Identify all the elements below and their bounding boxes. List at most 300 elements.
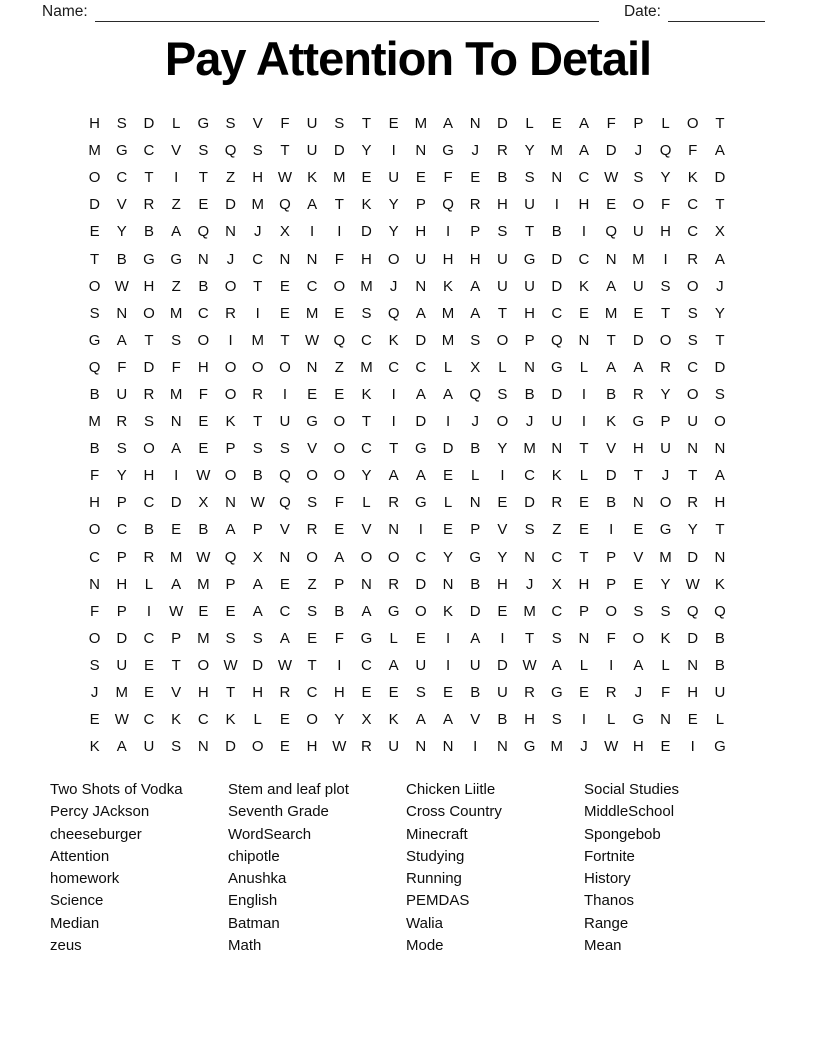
grid-letter: E <box>497 494 508 512</box>
grid-letter: G <box>659 521 672 539</box>
grid-letter: N <box>116 304 128 322</box>
grid-letter: I <box>690 738 695 756</box>
grid-letter: N <box>660 711 671 729</box>
grid-letter: K <box>225 711 236 729</box>
grid-letter: L <box>443 494 453 512</box>
grid-letter: D <box>252 656 264 674</box>
grid-letter: I <box>228 331 233 349</box>
grid-letter: S <box>252 629 263 647</box>
grid-letter: M <box>360 277 373 295</box>
grid-letter: N <box>632 494 644 512</box>
grid-letter: E <box>89 223 100 241</box>
grid-letter: C <box>551 602 563 620</box>
grid-letter: U <box>415 656 427 674</box>
grid-letter: D <box>687 629 699 647</box>
grid-letter: I <box>663 250 668 268</box>
grid-letter: E <box>551 115 562 133</box>
grid-letter: E <box>578 494 589 512</box>
grid-letter: O <box>224 277 237 295</box>
grid-letter: N <box>415 277 427 295</box>
grid-letter: C <box>551 304 563 322</box>
grid-letter: O <box>251 358 264 376</box>
grid-letter: N <box>197 738 209 756</box>
grid-letter: Y <box>116 223 127 241</box>
grid-letter: N <box>225 494 236 512</box>
grid-letter: C <box>415 358 427 376</box>
grid-letter: A <box>470 304 481 322</box>
grid-letter: S <box>687 304 698 322</box>
grid-letter: E <box>198 602 209 620</box>
grid-letter: A <box>415 467 426 485</box>
grid-letter: K <box>606 413 617 431</box>
grid-letter: C <box>306 277 318 295</box>
grid-letter: U <box>496 277 508 295</box>
grid-letter: C <box>279 602 291 620</box>
grid-letter: R <box>143 385 155 403</box>
grid-letter: S <box>687 331 698 349</box>
grid-letter: U <box>660 440 671 458</box>
grid-letter: H <box>496 196 508 214</box>
grid-letter: N <box>469 494 481 512</box>
grid-letter: V <box>307 440 318 458</box>
grid-letter: E <box>279 304 290 322</box>
grid-letter: R <box>496 142 508 160</box>
grid-letter: I <box>174 169 179 187</box>
grid-letter: L <box>579 358 589 376</box>
grid-letter: P <box>116 494 127 512</box>
grid-letter: M <box>414 115 428 133</box>
grid-letter: I <box>310 223 315 241</box>
grid-letter: D <box>170 494 182 512</box>
grid-letter: S <box>89 304 100 322</box>
grid-letter: G <box>360 629 373 647</box>
grid-letter: O <box>605 602 617 620</box>
grid-letter: H <box>714 494 726 512</box>
grid-letter: Q <box>279 196 291 214</box>
grid-letter: M <box>333 169 346 187</box>
grid-letter: L <box>661 115 670 133</box>
grid-letter: F <box>443 169 453 187</box>
grid-letter: J <box>634 684 643 702</box>
grid-letter: Z <box>552 521 562 539</box>
grid-letter: L <box>525 115 534 133</box>
grid-letter: Y <box>497 548 508 566</box>
grid-letter: F <box>334 629 344 647</box>
grid-letter: P <box>252 521 263 539</box>
grid-letter: G <box>306 413 318 431</box>
grid-letter: H <box>89 494 101 512</box>
grid-letter: I <box>391 385 396 403</box>
grid-letter: S <box>497 223 508 241</box>
grid-letter: I <box>391 142 396 160</box>
grid-letter: J <box>580 738 588 756</box>
grid-letter: A <box>361 602 372 620</box>
grid-letter: S <box>225 629 236 647</box>
grid-letter: S <box>225 115 236 133</box>
grid-letter: B <box>198 277 209 295</box>
grid-letter: B <box>606 494 617 512</box>
grid-letter: G <box>442 142 454 160</box>
grid-letter: H <box>496 575 508 593</box>
grid-letter: Q <box>333 331 346 349</box>
grid-letter: N <box>415 142 427 160</box>
grid-letter: A <box>171 223 182 241</box>
grid-letter: G <box>523 738 536 756</box>
grid-letter: B <box>714 656 725 674</box>
grid-letter: X <box>551 575 562 593</box>
date-label: Date: <box>623 3 661 20</box>
grid-letter: O <box>714 413 726 431</box>
grid-letter: O <box>496 331 509 349</box>
grid-letter: W <box>604 738 619 756</box>
grid-letter: M <box>360 358 373 376</box>
grid-letter: H <box>143 277 155 295</box>
grid-letter: A <box>714 142 725 160</box>
header <box>42 3 765 22</box>
grid-letter: W <box>196 548 211 566</box>
grid-letter: A <box>116 331 127 349</box>
grid-letter: T <box>525 629 535 647</box>
grid-letter: I <box>146 602 152 620</box>
grid-letter: X <box>361 711 372 729</box>
grid-letter: N <box>89 575 101 593</box>
grid-letter: J <box>389 277 398 295</box>
word-list-item: Walia <box>406 914 443 932</box>
grid-letter: A <box>578 142 589 160</box>
grid-letter: E <box>578 304 589 322</box>
grid-letter: O <box>88 169 101 187</box>
word-list-item: cheeseburger <box>50 825 142 843</box>
grid-letter: Q <box>469 385 482 403</box>
grid-letter: T <box>361 115 372 133</box>
grid-letter: O <box>88 521 101 539</box>
grid-letter: H <box>116 575 128 593</box>
grid-letter: Q <box>442 196 454 214</box>
grid-letter: E <box>415 169 426 187</box>
grid-letter: F <box>198 385 208 403</box>
grid-letter: I <box>581 711 587 729</box>
grid-letter: M <box>169 385 183 403</box>
grid-letter: V <box>361 521 372 539</box>
grid-letter: G <box>550 358 563 376</box>
grid-letter: L <box>579 656 589 674</box>
grid-letter: M <box>523 602 536 620</box>
grid-letter: U <box>496 250 508 268</box>
grid-letter: Z <box>307 575 317 593</box>
grid-letter: N <box>714 440 726 458</box>
grid-letter: Y <box>660 169 671 187</box>
grid-letter: J <box>253 223 262 241</box>
grid-letter: E <box>578 684 589 702</box>
grid-letter: J <box>525 413 534 431</box>
grid-letter: N <box>279 250 291 268</box>
grid-letter: J <box>634 142 643 160</box>
grid-letter: T <box>715 196 725 214</box>
grid-letter: F <box>90 467 100 485</box>
grid-letter: I <box>445 656 451 674</box>
grid-letter: K <box>443 277 454 295</box>
grid-letter: G <box>415 494 427 512</box>
grid-letter: E <box>388 115 399 133</box>
grid-letter: Y <box>388 223 399 241</box>
grid-letter: I <box>500 629 505 647</box>
grid-letter: E <box>279 575 290 593</box>
grid-letter: X <box>252 548 263 566</box>
grid-letter: D <box>605 142 617 160</box>
grid-letter: P <box>334 575 345 593</box>
grid-letter: W <box>250 494 265 512</box>
grid-letter: C <box>687 223 699 241</box>
grid-letter: R <box>469 196 481 214</box>
grid-letter: B <box>143 521 154 539</box>
grid-letter: H <box>143 467 155 485</box>
grid-letter: D <box>551 250 563 268</box>
word-list-item: Spongebob <box>584 825 661 843</box>
grid-letter: E <box>143 684 154 702</box>
grid-letter: T <box>198 169 208 187</box>
grid-letter: K <box>89 738 100 756</box>
grid-letter: N <box>306 358 318 376</box>
grid-letter: D <box>496 656 508 674</box>
grid-letter: U <box>388 169 400 187</box>
grid-letter: V <box>497 521 508 539</box>
grid-letter: S <box>551 711 562 729</box>
grid-letter: U <box>632 223 644 241</box>
grid-letter: T <box>579 440 589 458</box>
grid-letter: N <box>170 413 182 431</box>
grid-letter: Y <box>361 142 372 160</box>
grid-letter: D <box>632 331 644 349</box>
grid-letter: A <box>225 521 236 539</box>
grid-letter: A <box>578 115 589 133</box>
grid-letter: E <box>334 385 345 403</box>
grid-letter: Y <box>388 196 399 214</box>
grid-letter: O <box>632 196 645 214</box>
grid-letter: T <box>579 548 589 566</box>
grid-letter: T <box>144 169 154 187</box>
grid-letter: N <box>442 738 454 756</box>
word-list-item: Fortnite <box>584 847 635 865</box>
grid-letter: D <box>714 169 726 187</box>
grid-letter: M <box>251 196 264 214</box>
grid-letter: I <box>282 385 287 403</box>
grid-letter: N <box>388 521 400 539</box>
grid-letter: L <box>471 467 480 485</box>
grid-letter: G <box>143 250 155 268</box>
grid-letter: C <box>116 169 128 187</box>
grid-letter: F <box>606 629 616 647</box>
word-list-item: Anushka <box>228 870 287 888</box>
grid-letter: S <box>198 142 209 160</box>
grid-letter: R <box>225 304 236 322</box>
grid-letter: C <box>687 196 699 214</box>
word-list-column <box>228 779 406 957</box>
grid-letter: A <box>714 467 725 485</box>
grid-letter: A <box>388 656 399 674</box>
grid-letter: R <box>143 196 155 214</box>
grid-letter: Y <box>443 548 454 566</box>
grid-letter: I <box>391 413 396 431</box>
grid-letter: W <box>277 169 292 187</box>
grid-letter: T <box>90 250 100 268</box>
grid-letter: E <box>443 467 454 485</box>
grid-letter: R <box>388 575 400 593</box>
word-list-item: Attention <box>50 847 110 865</box>
grid-letter: O <box>224 467 237 485</box>
grid-letter: D <box>143 115 155 133</box>
grid-letter: H <box>469 250 481 268</box>
grid-letter: Y <box>361 467 372 485</box>
grid-letter: E <box>633 304 644 322</box>
grid-letter: A <box>171 575 182 593</box>
grid-letter: R <box>660 358 671 376</box>
grid-letter: X <box>279 223 290 241</box>
grid-letter: E <box>89 711 100 729</box>
grid-letter: A <box>443 385 454 403</box>
grid-letter: E <box>606 196 617 214</box>
grid-letter: A <box>633 358 644 376</box>
grid-letter: R <box>116 413 128 431</box>
grid-letter: A <box>633 656 644 674</box>
grid-letter: P <box>470 521 481 539</box>
grid-letter: M <box>197 575 210 593</box>
grid-letter: R <box>252 385 264 403</box>
grid-letter: H <box>252 684 264 702</box>
word-list-item: Two Shots of Vodka <box>50 781 183 798</box>
grid-letter: A <box>606 358 617 376</box>
grid-letter: L <box>661 656 670 674</box>
grid-letter: D <box>551 385 563 403</box>
grid-letter: P <box>660 413 671 431</box>
grid-letter: Z <box>171 277 181 295</box>
grid-letter: R <box>551 494 563 512</box>
grid-letter: V <box>279 521 290 539</box>
grid-letter: J <box>661 467 670 485</box>
grid-letter: O <box>88 277 101 295</box>
grid-letter: I <box>445 413 451 431</box>
grid-letter: W <box>685 575 700 593</box>
grid-letter: T <box>253 413 263 431</box>
grid-letter: C <box>361 331 372 349</box>
grid-letter: A <box>252 602 263 620</box>
grid-letter: L <box>171 115 181 133</box>
grid-letter: A <box>470 277 481 295</box>
grid-letter: G <box>170 250 182 268</box>
grid-letter: C <box>143 494 155 512</box>
grid-letter: H <box>415 223 427 241</box>
grid-letter: V <box>116 196 127 214</box>
grid-letter: I <box>554 196 559 214</box>
grid-letter: W <box>305 331 320 349</box>
grid-letter: E <box>361 684 372 702</box>
grid-letter: U <box>306 142 318 160</box>
grid-letter: N <box>442 575 454 593</box>
grid-letter: S <box>116 115 127 133</box>
word-list-item: Running <box>406 870 462 888</box>
grid-letter: A <box>415 385 426 403</box>
name-label: Name: <box>42 3 88 20</box>
word-list-column <box>584 779 762 957</box>
grid-letter: I <box>609 656 614 674</box>
grid-letter: M <box>550 142 564 160</box>
grid-letter: H <box>89 115 101 133</box>
grid-letter: M <box>115 684 129 702</box>
grid-letter: P <box>225 575 236 593</box>
grid-letter: M <box>251 331 264 349</box>
grid-letter: N <box>524 358 536 376</box>
grid-letter: Y <box>497 440 508 458</box>
word-list-item: chipotle <box>228 847 280 865</box>
grid-letter: S <box>660 277 671 295</box>
grid-letter: B <box>198 521 209 539</box>
grid-letter: A <box>415 304 426 322</box>
grid-letter: G <box>550 684 563 702</box>
grid-letter: M <box>523 440 536 458</box>
grid-letter: D <box>605 467 617 485</box>
grid-letter: W <box>277 656 292 674</box>
grid-letter: K <box>687 169 698 187</box>
grid-letter: I <box>337 656 342 674</box>
grid-letter: E <box>578 521 589 539</box>
grid-letter: A <box>415 711 426 729</box>
grid-letter: O <box>632 629 645 647</box>
grid-letter: I <box>581 413 587 431</box>
grid-letter: W <box>196 467 211 485</box>
grid-letter: H <box>524 304 536 322</box>
grid-letter: S <box>633 602 644 620</box>
grid-letter: W <box>114 277 129 295</box>
grid-letter: B <box>497 711 508 729</box>
grid-letter: K <box>361 196 372 214</box>
grid-letter: I <box>255 304 260 322</box>
grid-letter: L <box>253 711 262 729</box>
grid-letter: N <box>578 331 590 349</box>
grid-letter: V <box>171 142 182 160</box>
grid-letter: R <box>279 684 291 702</box>
grid-letter: Q <box>659 142 672 160</box>
grid-letter: U <box>551 413 563 431</box>
grid-letter: I <box>473 738 478 756</box>
grid-letter: C <box>415 548 427 566</box>
grid-letter: O <box>387 250 400 268</box>
grid-letter: F <box>171 358 181 376</box>
grid-letter: P <box>116 548 127 566</box>
grid-letter: T <box>225 684 236 702</box>
word-list-item: Studying <box>406 847 465 865</box>
grid-letter: A <box>252 575 263 593</box>
grid-letter: Y <box>116 467 127 485</box>
grid-letter: V <box>606 440 617 458</box>
grid-letter: H <box>632 738 644 756</box>
grid-letter: K <box>551 467 562 485</box>
grid-letter: Q <box>387 304 400 322</box>
grid-letter: E <box>198 440 209 458</box>
grid-letter: F <box>117 358 127 376</box>
grid-letter: D <box>469 602 481 620</box>
grid-letter: O <box>306 711 318 729</box>
grid-letter: B <box>470 575 481 593</box>
grid-letter: Q <box>224 548 237 566</box>
grid-letter: A <box>388 467 399 485</box>
grid-letter: A <box>334 548 345 566</box>
grid-letter: O <box>251 738 264 756</box>
grid-letter: P <box>524 331 535 349</box>
grid-letter: P <box>225 440 236 458</box>
grid-letter: N <box>361 575 372 593</box>
grid-letter: E <box>307 629 318 647</box>
name-blank-line <box>95 6 599 22</box>
grid-letter: N <box>469 115 481 133</box>
